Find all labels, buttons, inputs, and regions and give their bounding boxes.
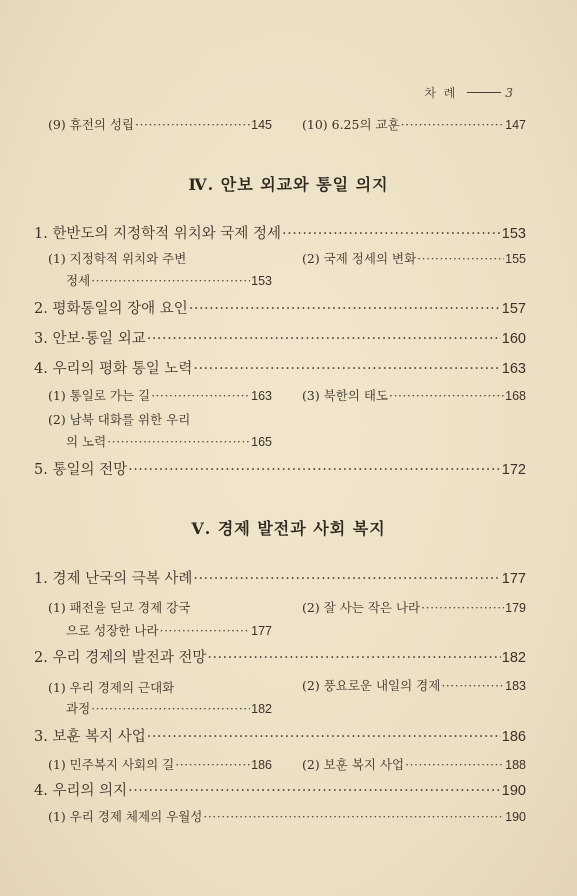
toc-entry-text: (2) 남북 대화를 위한 우리 bbox=[48, 412, 191, 427]
leader-dots bbox=[175, 756, 250, 774]
leader-dots bbox=[441, 677, 504, 695]
toc-entry-text: (1) 지정학적 위치와 주변 bbox=[48, 251, 187, 266]
toc-section bbox=[34, 649, 526, 667]
leader-dots bbox=[151, 387, 250, 405]
toc-entry-text: 의 노력 bbox=[66, 434, 107, 449]
toc-section-page: 153 bbox=[501, 226, 526, 242]
toc-entry-text: (1) 우리 경제의 근대화 bbox=[48, 680, 175, 695]
page-header bbox=[424, 84, 513, 101]
toc-entry-page: 168 bbox=[505, 389, 526, 403]
toc-entry-text: (1) 민주복지 사회의 길 bbox=[48, 757, 175, 772]
toc-entry-text: 정세 bbox=[66, 273, 91, 288]
toc-section-page: 172 bbox=[501, 462, 526, 478]
leader-dots bbox=[91, 272, 250, 290]
leader-dots bbox=[135, 116, 250, 134]
header-title: 차 례 bbox=[424, 86, 458, 100]
toc-section bbox=[34, 461, 526, 479]
toc-entry-text: (1) 통일로 가는 길 bbox=[48, 388, 151, 403]
toc-entry-text: (2) 잘 사는 작은 나라 bbox=[302, 600, 421, 615]
toc-section-text: 3. 보훈 복지 사업 bbox=[34, 729, 146, 745]
toc-entry-page: 179 bbox=[505, 601, 526, 615]
toc-entry bbox=[302, 387, 526, 405]
toc-entry-text: (2) 보훈 복지 사업 bbox=[302, 757, 405, 772]
toc-section-text: 4. 우리의 의지 bbox=[34, 783, 128, 799]
leader-dots bbox=[193, 570, 500, 588]
leader-dots bbox=[207, 649, 500, 667]
toc-section-text: 2. 우리 경제의 발전과 전망 bbox=[34, 650, 207, 666]
leader-dots bbox=[128, 461, 501, 479]
chapter-title: Ⅴ. 경제 발전과 사회 복지 bbox=[191, 519, 386, 538]
toc-entry bbox=[302, 677, 526, 695]
toc-section-page: 157 bbox=[501, 301, 526, 317]
toc-entry bbox=[66, 272, 272, 290]
toc-section bbox=[34, 782, 526, 800]
toc-section-text: 1. 경제 난국의 극복 사례 bbox=[34, 571, 193, 587]
toc-entry-text: (2) 풍요로운 내일의 경제 bbox=[302, 678, 441, 693]
leader-dots bbox=[128, 782, 501, 800]
toc-section-page: 177 bbox=[501, 571, 526, 587]
header-rule bbox=[467, 92, 501, 93]
leader-dots bbox=[401, 116, 504, 134]
toc-entry-page: 190 bbox=[505, 810, 526, 824]
toc-section-text: 2. 평화통일의 장애 요인 bbox=[34, 301, 188, 317]
leader-dots bbox=[421, 599, 504, 617]
leader-dots bbox=[389, 387, 504, 405]
toc-section-page: 186 bbox=[501, 729, 526, 745]
toc-entry bbox=[66, 622, 272, 640]
toc-section bbox=[34, 330, 526, 348]
leader-dots bbox=[282, 225, 501, 243]
leader-dots bbox=[107, 433, 250, 451]
toc-entry-page: 147 bbox=[505, 118, 526, 132]
toc-entry-text: (1) 패전을 딛고 경제 강국 bbox=[48, 600, 191, 615]
toc-section-text: 5. 통일의 전망 bbox=[34, 462, 128, 478]
toc-section-text: 3. 안보·통일 외교 bbox=[34, 331, 146, 347]
toc-entry-page: 186 bbox=[251, 758, 272, 772]
toc-entry-page: 182 bbox=[251, 702, 272, 716]
toc-entry-text: (2) 국제 정세의 변화 bbox=[302, 251, 417, 266]
toc-entry bbox=[48, 808, 526, 826]
toc-section bbox=[34, 225, 526, 243]
toc-entry-page: 145 bbox=[251, 118, 272, 132]
toc-section-page: 160 bbox=[501, 331, 526, 347]
toc-section-text: 4. 우리의 평화 통일 노력 bbox=[34, 361, 193, 377]
toc-entry bbox=[66, 433, 272, 451]
toc-entry-page: 163 bbox=[251, 389, 272, 403]
toc-entry-text: 으로 성장한 나라 bbox=[66, 623, 159, 638]
leader-dots bbox=[193, 360, 500, 378]
toc-section-page: 190 bbox=[501, 783, 526, 799]
toc-entry-page: 165 bbox=[251, 435, 272, 449]
toc-entry-page: 155 bbox=[505, 252, 526, 266]
toc-entry-page: 183 bbox=[505, 679, 526, 693]
leader-dots bbox=[147, 330, 501, 348]
toc-section bbox=[34, 728, 526, 746]
toc-section-text: 1. 한반도의 지정학적 위치와 국제 정세 bbox=[34, 226, 281, 242]
toc-section bbox=[34, 570, 526, 588]
toc-entry bbox=[48, 116, 272, 134]
leader-dots bbox=[91, 700, 250, 718]
toc-entry bbox=[302, 116, 526, 134]
toc-section bbox=[34, 360, 526, 378]
toc-entry-text: 과정 bbox=[66, 701, 91, 716]
toc-entry bbox=[48, 387, 272, 405]
toc-entry-text: (3) 북한의 태도 bbox=[302, 388, 389, 403]
leader-dots bbox=[417, 250, 504, 268]
toc-entry-text: (1) 우리 경제 체제의 우월성 bbox=[48, 809, 203, 824]
header-page-number: 3 bbox=[505, 85, 513, 100]
toc-entry-text: (10) 6.25의 교훈 bbox=[302, 117, 400, 132]
leader-dots bbox=[203, 808, 504, 826]
leader-dots bbox=[405, 756, 504, 774]
leader-dots bbox=[189, 300, 501, 318]
toc-section bbox=[34, 300, 526, 318]
toc-entry-page: 153 bbox=[251, 274, 272, 288]
toc-entry bbox=[302, 250, 526, 268]
toc-entry bbox=[66, 700, 272, 718]
leader-dots bbox=[147, 728, 501, 746]
toc-entry bbox=[302, 756, 526, 774]
toc-section-page: 163 bbox=[501, 361, 526, 377]
toc-entry-page: 188 bbox=[505, 758, 526, 772]
toc-entry-page: 177 bbox=[251, 624, 272, 638]
toc-entry bbox=[302, 599, 526, 617]
toc-section-page: 182 bbox=[501, 650, 526, 666]
leader-dots bbox=[159, 622, 250, 640]
toc-entry bbox=[48, 756, 272, 774]
toc-entry-text: (9) 휴전의 성립 bbox=[48, 117, 135, 132]
chapter-title: Ⅳ. 안보 외교와 통일 의지 bbox=[188, 175, 389, 194]
